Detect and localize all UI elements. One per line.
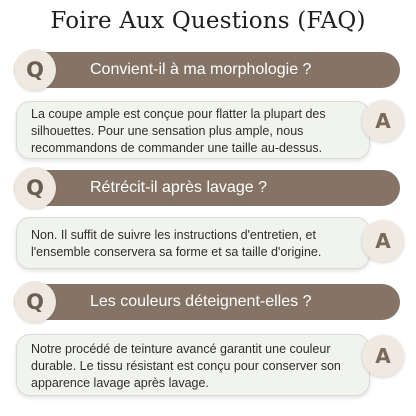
question-icon: Q [14, 49, 56, 91]
question-icon: Q [14, 167, 56, 209]
answer-box [16, 334, 370, 396]
answer-box [16, 217, 370, 269]
answer-text: Non. Il suffit de suivre les instructions d'entretien, et l'ensemble conservera sa forme et sa taille d'origine. [31, 228, 322, 259]
question-text: Les couleurs déteignent-elles ? [90, 293, 312, 310]
answer-text: La coupe ample est conçue pour flatter la plupart des silhouettes. Pour une sensation plus ample, nous recommandons de commander une taille au-dessus. [31, 107, 326, 155]
question-text: Rétrécit-il après lavage ? [90, 179, 267, 196]
answer-icon: A [362, 335, 404, 377]
page-title: Foire Aux Questions (FAQ) [50, 8, 366, 34]
answer-text: Notre procédé de teinture avancé garantit une couleur durable. Le tissu résistant est conçu pour conserver son apparence lavage après lavage. [31, 342, 341, 390]
question-text: Convient-il à ma morphologie ? [90, 61, 312, 78]
answer-icon: A [362, 220, 404, 262]
question-icon: Q [14, 281, 56, 323]
answer-icon: A [362, 100, 404, 142]
answer-box [16, 101, 370, 159]
